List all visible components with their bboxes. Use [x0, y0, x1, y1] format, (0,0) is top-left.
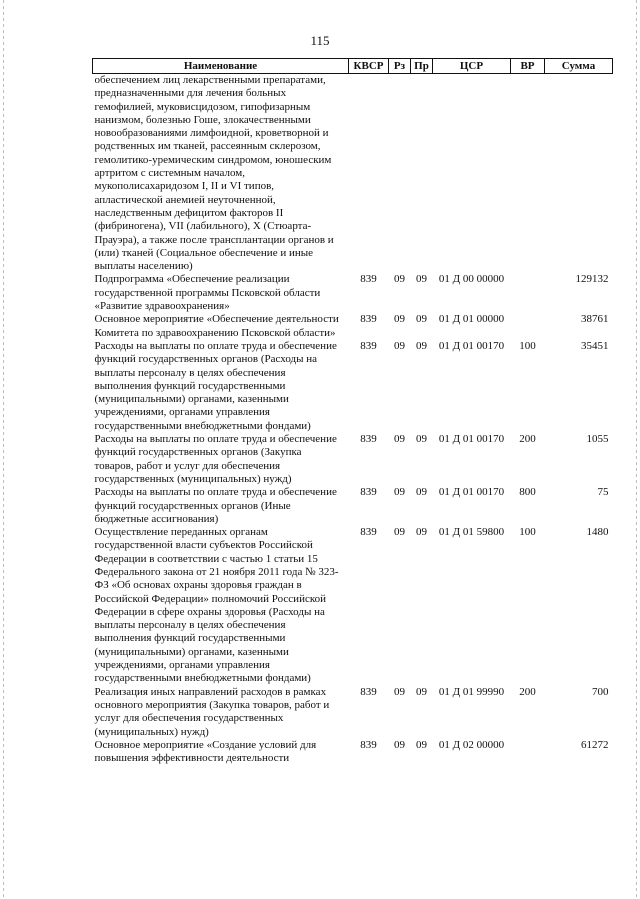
row-rz: 09 [394, 339, 405, 352]
row-vr: 800 [519, 486, 536, 499]
row-pr: 09 [416, 685, 427, 698]
row-sum: 61272 [581, 738, 609, 751]
row-vr [511, 313, 545, 340]
row-rz: 09 [394, 685, 405, 698]
scan-edge-right [636, 0, 637, 899]
row-rz [389, 74, 411, 274]
row-vr: 100 [519, 526, 536, 539]
row-kvsr: 839 [360, 273, 377, 286]
row-kvsr [349, 74, 389, 274]
row-csr: 01 Д 01 00170 [438, 486, 505, 499]
row-pr: 09 [416, 486, 427, 499]
table-body [93, 74, 613, 766]
table-row [93, 526, 613, 686]
row-sum: 700 [592, 685, 609, 698]
row-sum [545, 74, 613, 274]
row-pr: 09 [416, 339, 427, 352]
row-sum: 129132 [575, 273, 609, 286]
row-sum: 1480 [586, 526, 609, 539]
row-pr: 09 [416, 313, 427, 326]
row-name: Основное мероприятие «Создание условий для повышения эффективности деятельности [94, 738, 317, 765]
row-name: Реализация иных направлений расходов в рамках основного мероприятия (Закупка товаров, работ и услуг для обеспечения государственных (муниципальных) нужд) [94, 685, 330, 738]
row-vr: 200 [519, 433, 536, 446]
row-name: Подпрограмма «Обеспечение реализации государственной программы Псковской области «Развитие здравоохранения» [94, 273, 321, 313]
table-row [93, 433, 613, 486]
header-csr: ЦСР [433, 59, 511, 74]
row-csr: 01 Д 01 99990 [438, 685, 505, 698]
header-sum: Сумма [545, 59, 613, 74]
row-sum: 35451 [581, 339, 609, 352]
header-name: Наименование [93, 59, 349, 74]
row-vr [511, 74, 545, 274]
row-rz: 09 [394, 526, 405, 539]
page-number: 115 [310, 33, 330, 48]
header-vr: ВР [511, 59, 545, 74]
row-name: Расходы на выплаты по оплате труда и обеспечение функций государственных органов (Иные бюджетные ассигнования) [94, 486, 337, 525]
row-pr: 09 [416, 273, 427, 286]
budget-table [92, 58, 613, 765]
table-row [93, 739, 613, 766]
row-vr [511, 273, 545, 313]
row-kvsr: 839 [360, 685, 377, 698]
table-row [93, 313, 613, 340]
row-vr [511, 739, 545, 766]
row-vr: 100 [519, 339, 536, 352]
row-kvsr: 839 [360, 433, 377, 446]
row-pr: 09 [416, 526, 427, 539]
row-sum: 1055 [586, 433, 609, 446]
row-rz: 09 [394, 433, 405, 446]
row-rz: 09 [394, 738, 405, 751]
row-rz: 09 [394, 313, 405, 326]
row-pr: 09 [416, 433, 427, 446]
row-name: Расходы на выплаты по оплате труда и обеспечение функций государственных органов (Закупка товаров, работ и услуг для обеспечения государственных (муниципальных) нужд) [94, 433, 337, 485]
row-name: Расходы на выплаты по оплате труда и обеспечение функций государственных органов (Расходы на выплаты персоналу в целях обеспечения выполнения функций государственными (муниципальными) органами, казенными учреждениями, органами управления государственными внебюджетными фондами) [94, 339, 337, 432]
row-pr: 09 [416, 738, 427, 751]
header-rz: Рз [389, 59, 411, 74]
table-row [93, 686, 613, 739]
row-kvsr: 839 [360, 313, 377, 326]
row-csr: 01 Д 00 00000 [438, 273, 505, 286]
table-row [93, 74, 613, 274]
table-header [93, 59, 613, 74]
row-vr: 200 [519, 685, 536, 698]
row-name: Осуществление переданных органам государственной власти субъектов Российской Федерации в соответствии с частью 1 статьи 15 Федерального закона от 21 ноября 2011 года № 323-ФЗ «Об основах охраны здоровья граждан в Российской Федерации» полномочий Российской Федерации в сфере охраны здоровья (Расходы на выплаты персоналу в целях обеспечения выполнения функций государственными (муниципальными) органами, казенными учреждениями, органами управления государственными внебюджетными фондами) [94, 526, 339, 685]
row-csr: 01 Д 01 00170 [438, 433, 505, 446]
row-csr: 01 Д 01 00170 [438, 339, 505, 352]
scan-edge-left [3, 0, 4, 899]
row-kvsr: 839 [360, 486, 377, 499]
row-kvsr: 839 [360, 526, 377, 539]
row-name: Основное мероприятие «Обеспечение деятельности Комитета по здравоохранению Псковской области» [94, 313, 339, 339]
row-pr [411, 74, 433, 274]
row-csr: 01 Д 01 00000 [438, 313, 505, 326]
row-rz: 09 [394, 273, 405, 286]
table-row [93, 486, 613, 526]
row-rz: 09 [394, 486, 405, 499]
header-pr: Пр [411, 59, 433, 74]
header-kvsr: КВСР [349, 59, 389, 74]
row-sum: 38761 [581, 313, 609, 326]
row-kvsr: 839 [360, 738, 377, 751]
row-name: обеспечением лиц лекарственными препаратами, предназначенными для лечения больных гемофилией, муковисцидозом, гипофизарным нанизмом, болезнью Гоше, злокачественными новообразованиями лимфоидной, кроветворной и родственных им тканей, рассеянным склерозом, гемолитико-уремическим синдромом, юношеским артритом с системным началом, мукополисахаридозом I, II и VI типов, апластической анемией неуточненной, наследственным дефицитом факторов II (фибриногена), VII (лабильного), X (Стюарта-Прауэра), а также после трансплантации органов и (или) тканей (Социальное обеспечение и иные выплаты населению) [94, 74, 334, 273]
row-sum: 75 [597, 486, 609, 499]
row-csr: 01 Д 01 59800 [438, 526, 505, 539]
row-csr: 01 Д 02 00000 [438, 738, 505, 751]
row-kvsr: 839 [360, 339, 377, 352]
table-row [93, 340, 613, 433]
table-row [93, 273, 613, 313]
row-csr [433, 74, 511, 274]
